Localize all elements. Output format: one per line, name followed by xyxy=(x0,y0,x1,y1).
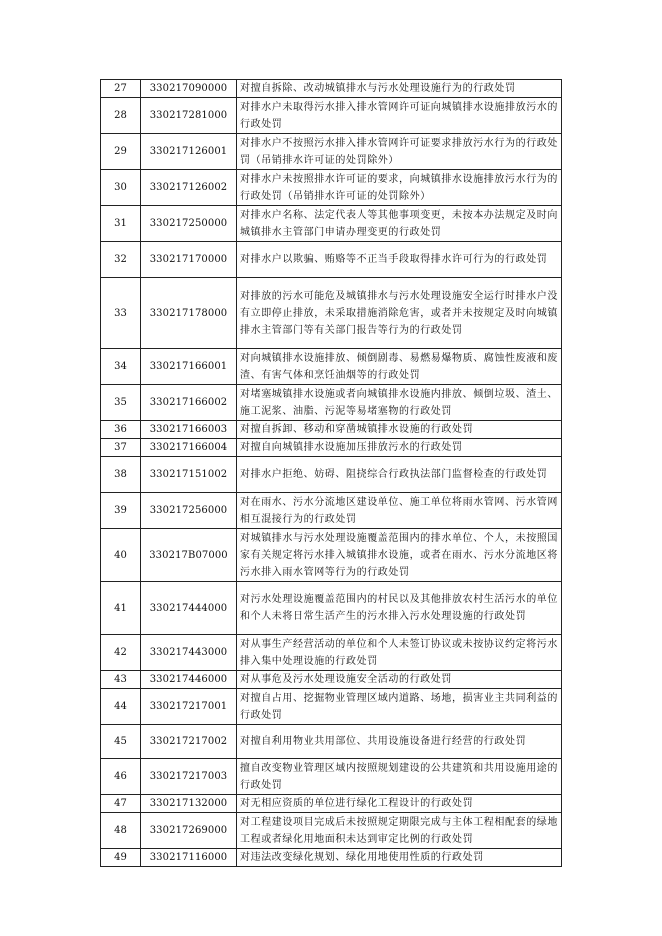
item-description: 对城镇排水与污水处理设施覆盖范围内的排水单位、个人，未按照国家有关规定将污水排入城镇排水设施，或者在雨水、污水分流地区将污水排入雨水管网等行为的行政处罚 xyxy=(237,529,562,582)
item-description: 对污水处理设施覆盖范围内的村民以及其他排放农村生活污水的单位和个人未将日常生活产生的污水排入污水处理设施的行政处罚 xyxy=(237,582,562,635)
item-code: 330217217003 xyxy=(141,759,237,795)
table-row xyxy=(101,759,562,795)
item-description: 对排水户拒绝、妨碍、阻挠综合行政执法部门监督检查的行政处罚 xyxy=(237,457,562,493)
item-description: 对从事生产经营活动的单位和个人未签订协议或未按协议约定将污水排入集中处理设施的行政处罚 xyxy=(237,635,562,671)
item-code: 330217250000 xyxy=(141,206,237,242)
item-code: 330217217001 xyxy=(141,689,237,725)
table-row xyxy=(101,242,562,278)
table-row xyxy=(101,813,562,849)
item-description: 对排放的污水可能危及城镇排水与污水处理设施安全运行时排水户没有立即停止排放，未采取措施消除危害，或者并未按规定及时向城镇排水主管部门等有关部门报告等行为的行政处罚 xyxy=(237,278,562,349)
row-number: 43 xyxy=(101,671,141,689)
row-number: 40 xyxy=(101,529,141,582)
item-description: 对堵塞城镇排水设施或者向城镇排水设施内排放、倾倒垃圾、渣土、施工泥浆、油脂、污泥等易堵塞物的行政处罚 xyxy=(237,385,562,421)
item-code: 330217443000 xyxy=(141,635,237,671)
row-number: 48 xyxy=(101,813,141,849)
row-number: 36 xyxy=(101,421,141,439)
row-number: 38 xyxy=(101,457,141,493)
item-code: 330217178000 xyxy=(141,278,237,349)
row-number: 42 xyxy=(101,635,141,671)
item-code: 330217166002 xyxy=(141,385,237,421)
table-row xyxy=(101,134,562,170)
item-description: 对向城镇排水设施排放、倾倒剧毒、易燃易爆物质、腐蚀性废液和废渣、有害气体和烹饪油烟等的行政处罚 xyxy=(237,349,562,385)
row-number: 39 xyxy=(101,493,141,529)
item-description: 对排水户不按照污水排入排水管网许可证要求排放污水行为的行政处罚（吊销排水许可证的处罚除外） xyxy=(237,134,562,170)
item-code: 330217090000 xyxy=(141,80,237,98)
item-code: 330217166004 xyxy=(141,439,237,457)
item-code: 330217132000 xyxy=(141,795,237,813)
item-description: 对无相应资质的单位进行绿化工程设计的行政处罚 xyxy=(237,795,562,813)
item-code: 330217B07000 xyxy=(141,529,237,582)
table-row xyxy=(101,457,562,493)
row-number: 31 xyxy=(101,206,141,242)
row-number: 44 xyxy=(101,689,141,725)
table-row xyxy=(101,795,562,813)
item-code: 330217166003 xyxy=(141,421,237,439)
item-description: 对违法改变绿化规划、绿化用地使用性质的行政处罚 xyxy=(237,849,562,867)
item-code: 330217217002 xyxy=(141,725,237,759)
item-description: 对排水户以欺骗、贿赂等不正当手段取得排水许可行为的行政处罚 xyxy=(237,242,562,278)
table-row xyxy=(101,689,562,725)
item-code: 330217256000 xyxy=(141,493,237,529)
item-description: 对在雨水、污水分流地区建设单位、施工单位将雨水管网、污水管网相互混接行为的行政处罚 xyxy=(237,493,562,529)
item-description: 对从事危及污水处理设施安全活动的行政处罚 xyxy=(237,671,562,689)
item-code: 330217126001 xyxy=(141,134,237,170)
table-row xyxy=(101,385,562,421)
table-row xyxy=(101,849,562,867)
item-code: 330217446000 xyxy=(141,671,237,689)
table-row xyxy=(101,278,562,349)
item-description: 对工程建设项目完成后未按照规定期限完成与主体工程相配套的绿地工程或者绿化用地面积未达到审定比例的行政处罚 xyxy=(237,813,562,849)
item-description: 擅自改变物业管理区域内按照规划建设的公共建筑和共用设施用途的行政处罚 xyxy=(237,759,562,795)
table-row xyxy=(101,635,562,671)
penalty-items-table xyxy=(100,79,562,867)
table-row xyxy=(101,80,562,98)
item-code: 330217444000 xyxy=(141,582,237,635)
item-code: 330217126002 xyxy=(141,170,237,206)
row-number: 32 xyxy=(101,242,141,278)
item-code: 330217166001 xyxy=(141,349,237,385)
table-row xyxy=(101,206,562,242)
table-row xyxy=(101,98,562,134)
row-number: 47 xyxy=(101,795,141,813)
item-description: 对擅自拆卸、移动和穿凿城镇排水设施的行政处罚 xyxy=(237,421,562,439)
item-description: 对擅自向城镇排水设施加压排放污水的行政处罚 xyxy=(237,439,562,457)
table-row xyxy=(101,170,562,206)
row-number: 28 xyxy=(101,98,141,134)
table-row xyxy=(101,349,562,385)
row-number: 37 xyxy=(101,439,141,457)
row-number: 45 xyxy=(101,725,141,759)
table-row xyxy=(101,493,562,529)
row-number: 35 xyxy=(101,385,141,421)
row-number: 46 xyxy=(101,759,141,795)
item-code: 330217281000 xyxy=(141,98,237,134)
row-number: 27 xyxy=(101,80,141,98)
table-row xyxy=(101,725,562,759)
item-code: 330217269000 xyxy=(141,813,237,849)
item-description: 对擅自利用物业共用部位、共用设施设备进行经营的行政处罚 xyxy=(237,725,562,759)
item-code: 330217116000 xyxy=(141,849,237,867)
row-number: 29 xyxy=(101,134,141,170)
item-description: 对排水户未按照排水许可证的要求，向城镇排水设施排放污水行为的行政处罚（吊销排水许可证的处罚除外） xyxy=(237,170,562,206)
item-description: 对擅自拆除、改动城镇排水与污水处理设施行为的行政处罚 xyxy=(237,80,562,98)
item-code: 330217170000 xyxy=(141,242,237,278)
row-number: 30 xyxy=(101,170,141,206)
row-number: 49 xyxy=(101,849,141,867)
table-row xyxy=(101,421,562,439)
row-number: 33 xyxy=(101,278,141,349)
item-description: 对排水户未取得污水排入排水管网许可证向城镇排水设施排放污水的行政处罚 xyxy=(237,98,562,134)
item-description: 对排水户名称、法定代表人等其他事项变更，未按本办法规定及时向城镇排水主管部门申请办理变更的行政处罚 xyxy=(237,206,562,242)
table-row xyxy=(101,439,562,457)
row-number: 34 xyxy=(101,349,141,385)
table-row xyxy=(101,529,562,582)
row-number: 41 xyxy=(101,582,141,635)
item-code: 330217151002 xyxy=(141,457,237,493)
table-row xyxy=(101,582,562,635)
item-description: 对擅自占用、挖掘物业管理区域内道路、场地，损害业主共同利益的行政处罚 xyxy=(237,689,562,725)
table-body xyxy=(101,80,562,867)
table-row xyxy=(101,671,562,689)
